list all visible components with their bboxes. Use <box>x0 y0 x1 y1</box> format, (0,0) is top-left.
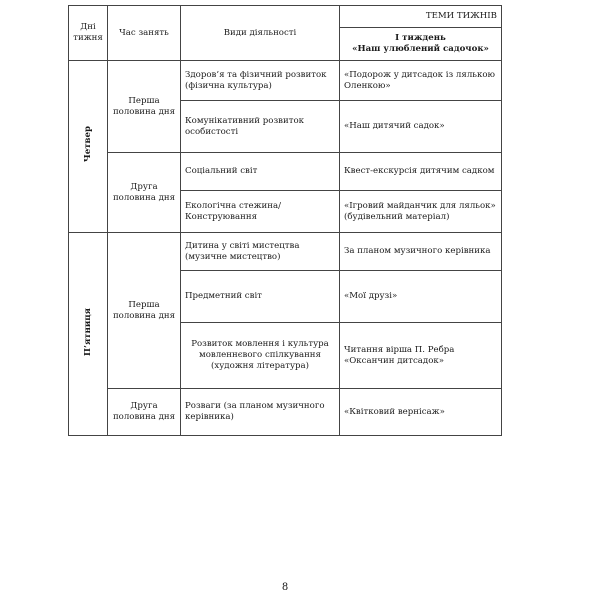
table-row <box>69 389 502 436</box>
half-label: Перша половина дня <box>108 233 181 389</box>
header-week-title: «Наш улюблений садочок» <box>352 44 489 54</box>
table-row <box>69 233 502 271</box>
topic-cell: Читання вірша П. Ребра «Оксанчин дитсадок» <box>340 323 502 389</box>
day-cell-thursday <box>69 61 108 233</box>
day-label: Четвер <box>82 126 93 163</box>
header-time: Час занять <box>108 6 181 61</box>
topic-cell: «Мої друзі» <box>340 271 502 323</box>
topic-cell: За планом музичного керівника <box>340 233 502 271</box>
activity-cell: Екологічна стежина/ Конструювання <box>181 191 340 233</box>
topic-cell: Квест-екскурсія дитячим садком <box>340 153 502 191</box>
weekly-schedule-table <box>68 5 502 436</box>
activity-cell: Дитина у світі мистецтва (музичне мистецтво) <box>181 233 340 271</box>
table-row <box>69 61 502 101</box>
header-themes: ТЕМИ ТИЖНІВ <box>340 6 502 28</box>
topic-cell: «Квітковий вернісаж» <box>340 389 502 436</box>
header-row <box>69 6 502 28</box>
topic-cell: «Ігровий майданчик для ляльок» (будівельний матеріал) <box>340 191 502 233</box>
page-number: 8 <box>281 582 289 593</box>
day-label: П’ятниця <box>82 307 93 357</box>
half-label: Перша половина дня <box>108 61 181 153</box>
half-label: Друга половина дня <box>108 389 181 436</box>
topic-cell: «Подорож у дитсадок із лялькою Оленкою» <box>340 61 502 101</box>
activity-cell: Розваги (за планом музичного керівника) <box>181 389 340 436</box>
activity-cell: Здоров’я та фізичний розвиток (фізична культура) <box>181 61 340 101</box>
day-cell-friday <box>69 233 108 436</box>
table-row <box>69 153 502 191</box>
topic-cell: «Наш дитячий садок» <box>340 101 502 153</box>
activity-cell: Комунікативний розвиток особистості <box>181 101 340 153</box>
header-day: Дні тижня <box>69 6 108 61</box>
header-week-cell <box>340 28 502 61</box>
header-activity: Види діяльності <box>181 6 340 61</box>
activity-cell: Соціальний світ <box>181 153 340 191</box>
header-week: І тиждень <box>395 33 446 43</box>
activity-cell: Предметний світ <box>181 271 340 323</box>
activity-cell: Розвиток мовлення і культура мовленнєвого спілкування (художня література) <box>181 323 340 389</box>
half-label: Друга половина дня <box>108 153 181 233</box>
